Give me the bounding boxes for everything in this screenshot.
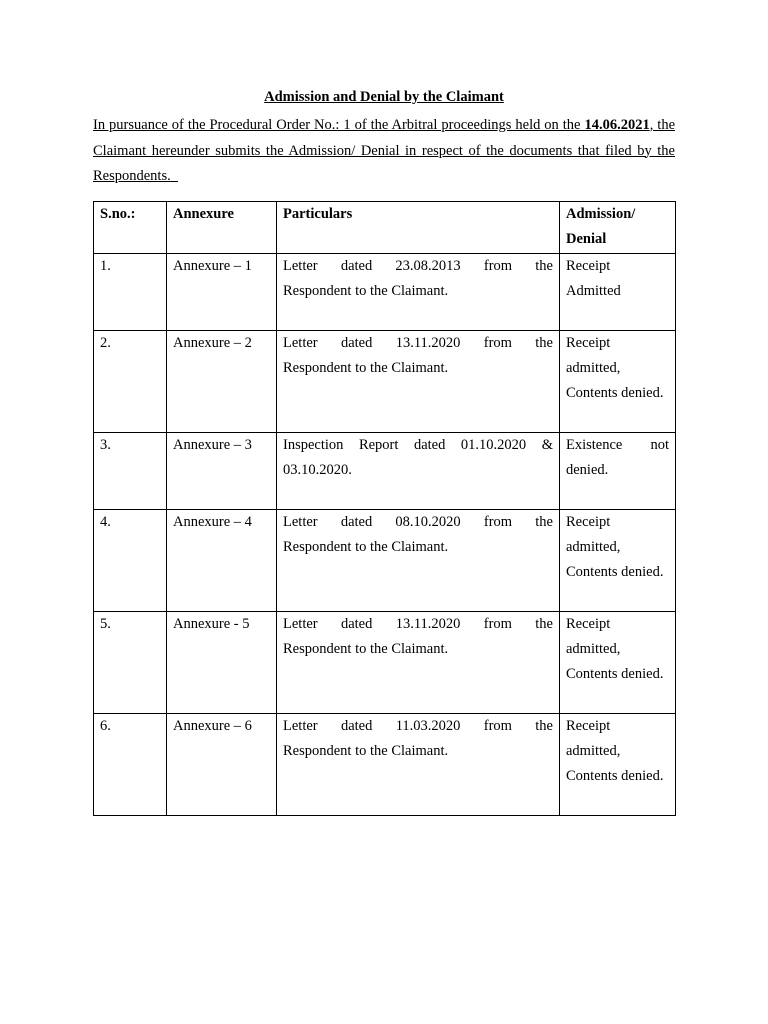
table-row bbox=[94, 330, 676, 432]
table-row bbox=[94, 432, 676, 509]
header-sno: S.no.: bbox=[94, 202, 167, 254]
row-particulars-line1: Letter dated 08.10.2020 from the bbox=[283, 513, 553, 530]
row-admission bbox=[560, 509, 676, 611]
row-particulars bbox=[277, 509, 560, 611]
row-admission-line1: Receipt bbox=[566, 717, 611, 734]
row-annexure: Annexure – 2 bbox=[167, 330, 277, 432]
row-annexure: Annexure – 3 bbox=[167, 432, 277, 509]
row-particulars-rest: Respondent to the Claimant. bbox=[283, 359, 449, 376]
row-particulars-rest: 03.10.2020. bbox=[283, 461, 352, 478]
row-particulars-line1: Inspection Report dated 01.10.2020 & bbox=[283, 436, 553, 453]
row-admission-line1: Receipt bbox=[566, 257, 611, 274]
row-admission-rest: denied. bbox=[566, 461, 609, 478]
row-particulars bbox=[277, 611, 560, 713]
row-admission-rest: admitted, Contents denied. bbox=[566, 359, 664, 402]
row-admission-rest: admitted, Contents denied. bbox=[566, 538, 664, 581]
row-particulars-line1: Letter dated 23.08.2013 from the bbox=[283, 257, 553, 274]
annexure-table bbox=[93, 201, 676, 816]
row-annexure: Annexure – 1 bbox=[167, 253, 277, 330]
row-particulars bbox=[277, 253, 560, 330]
row-admission-rest: admitted, Contents denied. bbox=[566, 742, 664, 785]
document-title: Admission and Denial by the Claimant bbox=[264, 89, 504, 105]
table-row bbox=[94, 253, 676, 330]
table-header-row bbox=[94, 202, 676, 254]
row-annexure: Annexure – 4 bbox=[167, 509, 277, 611]
table-row bbox=[94, 509, 676, 611]
row-particulars-rest: Respondent to the Claimant. bbox=[283, 742, 449, 759]
row-particulars bbox=[277, 330, 560, 432]
row-admission-rest: Admitted bbox=[566, 282, 621, 299]
row-particulars-rest: Respondent to the Claimant. bbox=[283, 282, 449, 299]
header-particulars: Particulars bbox=[277, 202, 560, 254]
row-particulars-rest: Respondent to the Claimant. bbox=[283, 640, 449, 657]
intro-date: 14.06.2021 bbox=[584, 117, 650, 133]
row-particulars bbox=[277, 713, 560, 815]
row-sno: 1. bbox=[94, 253, 167, 330]
header-admission-line1: Admission/ bbox=[566, 206, 636, 222]
header-admission-denial bbox=[560, 202, 676, 254]
row-admission bbox=[560, 713, 676, 815]
row-admission-line1: Existence not bbox=[566, 436, 669, 453]
row-admission-line1: Receipt bbox=[566, 513, 611, 530]
row-admission-rest: admitted, Contents denied. bbox=[566, 640, 664, 683]
row-particulars-line1: Letter dated 13.11.2020 from the bbox=[283, 615, 553, 632]
row-sno: 2. bbox=[94, 330, 167, 432]
row-particulars-rest: Respondent to the Claimant. bbox=[283, 538, 449, 555]
intro-text-part2: , the Claimant hereunder submits the Admission/ Denial in respect of the documents that filed by the Respondents. bbox=[93, 117, 676, 184]
row-sno: 4. bbox=[94, 509, 167, 611]
row-particulars-line1: Letter dated 13.11.2020 from the bbox=[283, 334, 553, 351]
header-annexure: Annexure bbox=[167, 202, 277, 254]
row-sno: 5. bbox=[94, 611, 167, 713]
row-annexure: Annexure – 6 bbox=[167, 713, 277, 815]
row-admission bbox=[560, 330, 676, 432]
row-admission bbox=[560, 253, 676, 330]
intro-text-part1: In pursuance of the Procedural Order No.: 1 of the Arbitral proceedings held on the bbox=[93, 117, 581, 133]
table-row bbox=[94, 713, 676, 815]
table-row bbox=[94, 611, 676, 713]
row-particulars bbox=[277, 432, 560, 509]
intro-paragraph bbox=[93, 113, 675, 190]
row-admission-line1: Receipt bbox=[566, 334, 611, 351]
row-sno: 6. bbox=[94, 713, 167, 815]
row-particulars-line1: Letter dated 11.03.2020 from the bbox=[283, 717, 553, 734]
row-sno: 3. bbox=[94, 432, 167, 509]
row-admission bbox=[560, 611, 676, 713]
header-admission-line2: Denial bbox=[566, 231, 607, 248]
row-admission-line1: Receipt bbox=[566, 615, 611, 632]
row-annexure: Annexure - 5 bbox=[167, 611, 277, 713]
row-admission bbox=[560, 432, 676, 509]
